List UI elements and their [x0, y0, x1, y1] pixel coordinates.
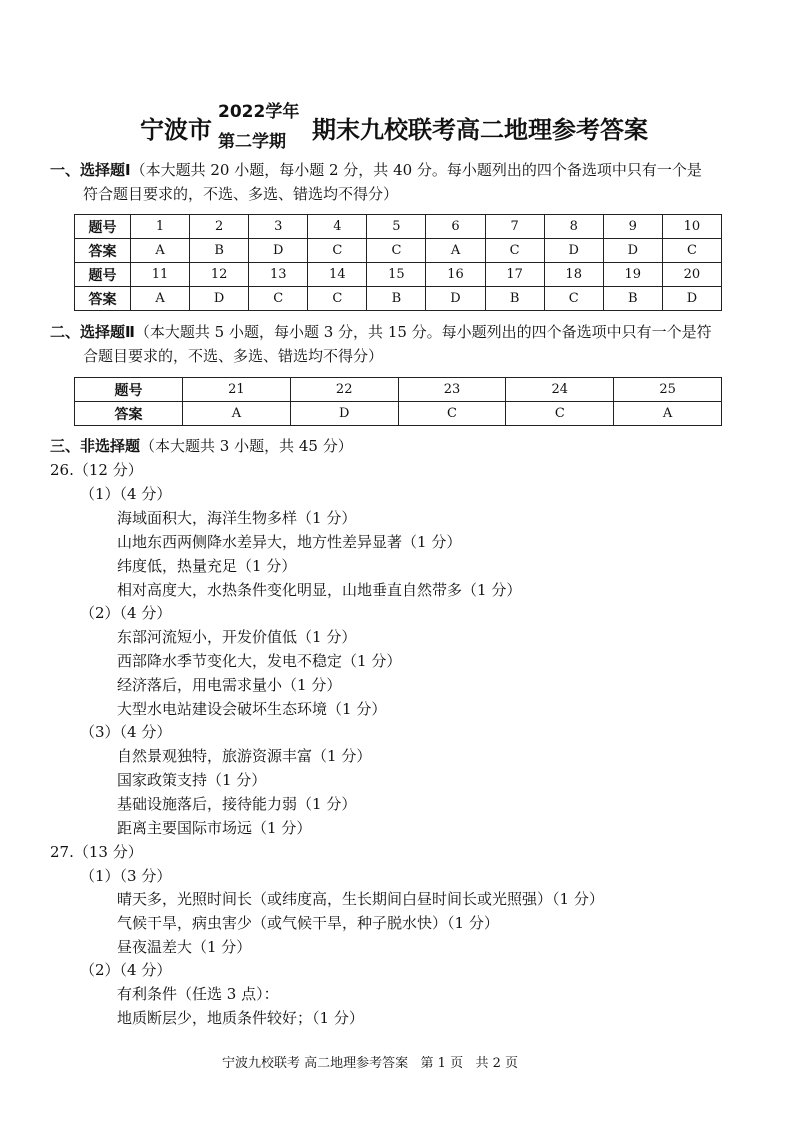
answer-line: 气候干旱，病虫害少（或气候干旱，种子脱水快）（1 分）: [117, 914, 499, 932]
section2-desc: [50, 322, 712, 342]
table-row: [75, 378, 722, 402]
title-main: 期末九校联考高二地理参考答案: [312, 116, 648, 144]
answer-cell: A: [183, 402, 291, 426]
answer-cell: B: [485, 287, 544, 311]
answer-cell: C: [308, 287, 367, 311]
title-city: 宁波市: [140, 116, 212, 144]
question-number: 21: [183, 378, 291, 402]
q27-part2-label: （2）（4 分）: [80, 961, 172, 979]
q26-part3-label: （3）（4 分）: [80, 723, 172, 741]
answer-cell: A: [614, 402, 722, 426]
question-number: 7: [485, 215, 544, 239]
answer-line: 自然景观独特，旅游资源丰富（1 分）: [117, 747, 372, 765]
answer-cell: A: [426, 239, 485, 263]
row-label: 题号: [75, 263, 131, 287]
question-number: 25: [614, 378, 722, 402]
table-row: [75, 215, 722, 239]
q27-heading: 27.（13 分）: [50, 843, 143, 861]
footer-text: 宁波九校联考 高二地理参考答案: [222, 1056, 409, 1071]
answer-cell: B: [367, 287, 426, 311]
section1-desc: [50, 160, 702, 180]
q26-part1-label: （1）（4 分）: [80, 485, 172, 503]
row-label: 答案: [75, 402, 183, 426]
question-number: 17: [485, 263, 544, 287]
section2-heading: 二、选择题Ⅱ: [50, 323, 135, 341]
answer-cell: D: [603, 239, 662, 263]
section1-answer-table: [74, 214, 722, 311]
section2-desc-2: 合题目要求的，不选、多选、错选均不得分）: [83, 347, 384, 365]
question-number: 19: [603, 263, 662, 287]
question-number: 15: [367, 263, 426, 287]
table-row: [75, 263, 722, 287]
row-label: 题号: [75, 378, 183, 402]
answer-cell: C: [485, 239, 544, 263]
answer-line: 大型水电站建设会破坏生态环境（1 分）: [117, 700, 387, 718]
table-row: [75, 239, 722, 263]
answer-cell: D: [544, 239, 603, 263]
answer-line: 经济落后，用电需求量小（1 分）: [117, 676, 342, 694]
section3-desc: [50, 436, 353, 456]
question-number: 5: [367, 215, 426, 239]
question-number: 2: [190, 215, 249, 239]
question-number: 8: [544, 215, 603, 239]
answer-line: 距离主要国际市场远（1 分）: [117, 819, 312, 837]
answer-cell: C: [308, 239, 367, 263]
answer-line: 西部降水季节变化大，发电不稳定（1 分）: [117, 652, 402, 670]
question-number: 13: [249, 263, 308, 287]
question-number: 1: [131, 215, 190, 239]
question-number: 23: [398, 378, 506, 402]
answer-cell: D: [290, 402, 398, 426]
question-number: 16: [426, 263, 485, 287]
answer-line: 地质断层少，地质条件较好；（1 分）: [117, 1009, 364, 1027]
answer-line: 晴天多，光照时间长（或纬度高，生长期间白昼时间长或光照强）（1 分）: [117, 890, 604, 908]
answer-line: 相对高度大，水热条件变化明显，山地垂直自然带多（1 分）: [117, 581, 522, 599]
q27-part1-label: （1）（3 分）: [80, 867, 172, 885]
answer-cell: C: [662, 239, 721, 263]
answer-line: 山地东西两侧降水差异大，地方性差异显著（1 分）: [117, 533, 462, 551]
answer-cell: D: [249, 239, 308, 263]
question-number: 18: [544, 263, 603, 287]
answer-line: 纬度低，热量充足（1 分）: [117, 557, 297, 575]
answer-cell: A: [131, 239, 190, 263]
answer-cell: D: [190, 287, 249, 311]
answer-line: 东部河流短小，开发价值低（1 分）: [117, 628, 357, 646]
answer-cell: C: [249, 287, 308, 311]
page-footer: [222, 1052, 518, 1071]
section1-desc-2: 符合题目要求的，不选、多选、错选均不得分）: [83, 185, 399, 203]
section2-desc-line1: （本大题共 5 小题，每小题 3 分，共 15 分。每小题列出的四个备选项中只有一个是符: [134, 323, 712, 341]
title-semester: 第二学期: [218, 132, 286, 152]
question-number: 22: [290, 378, 398, 402]
answer-cell: B: [603, 287, 662, 311]
section1-heading: 一、选择题Ⅰ: [50, 161, 131, 179]
answer-cell: D: [662, 287, 721, 311]
q26-part2-label: （2）（4 分）: [80, 604, 172, 622]
question-number: 10: [662, 215, 721, 239]
row-label: 题号: [75, 215, 131, 239]
question-number: 3: [249, 215, 308, 239]
answer-line: 基础设施落后，接待能力弱（1 分）: [117, 795, 357, 813]
answer-line: 有利条件（任选 3 点）：: [117, 985, 279, 1003]
row-label: 答案: [75, 287, 131, 311]
section1-desc-line1: （本大题共 20 小题，每小题 2 分，共 40 分。每小题列出的四个备选项中只有一个是: [130, 161, 702, 179]
row-label: 答案: [75, 239, 131, 263]
title-year: 2022学年: [218, 102, 300, 122]
answer-cell: D: [426, 287, 485, 311]
answer-cell: C: [544, 287, 603, 311]
section2-answer-table: [74, 377, 722, 426]
answer-cell: C: [506, 402, 614, 426]
question-number: 9: [603, 215, 662, 239]
question-number: 6: [426, 215, 485, 239]
question-number: 11: [131, 263, 190, 287]
answer-line: 昼夜温差大（1 分）: [117, 938, 252, 956]
section3-desc-text: （本大题共 3 小题，共 45 分）: [140, 437, 353, 455]
footer-page-number: 第 1 页: [420, 1056, 464, 1071]
answer-line: 国家政策支持（1 分）: [117, 771, 267, 789]
section3-heading: 三、非选择题: [50, 437, 141, 455]
answer-cell: A: [131, 287, 190, 311]
answer-cell: C: [367, 239, 426, 263]
table-row: [75, 402, 722, 426]
question-number: 24: [506, 378, 614, 402]
table-row: [75, 287, 722, 311]
answer-cell: B: [190, 239, 249, 263]
q26-heading: 26.（12 分）: [50, 461, 143, 479]
answer-line: 海域面积大，海洋生物多样（1 分）: [117, 509, 357, 527]
question-number: 20: [662, 263, 721, 287]
footer-page-total: 共 2 页: [475, 1056, 519, 1071]
answer-cell: C: [398, 402, 506, 426]
question-number: 12: [190, 263, 249, 287]
question-number: 14: [308, 263, 367, 287]
question-number: 4: [308, 215, 367, 239]
